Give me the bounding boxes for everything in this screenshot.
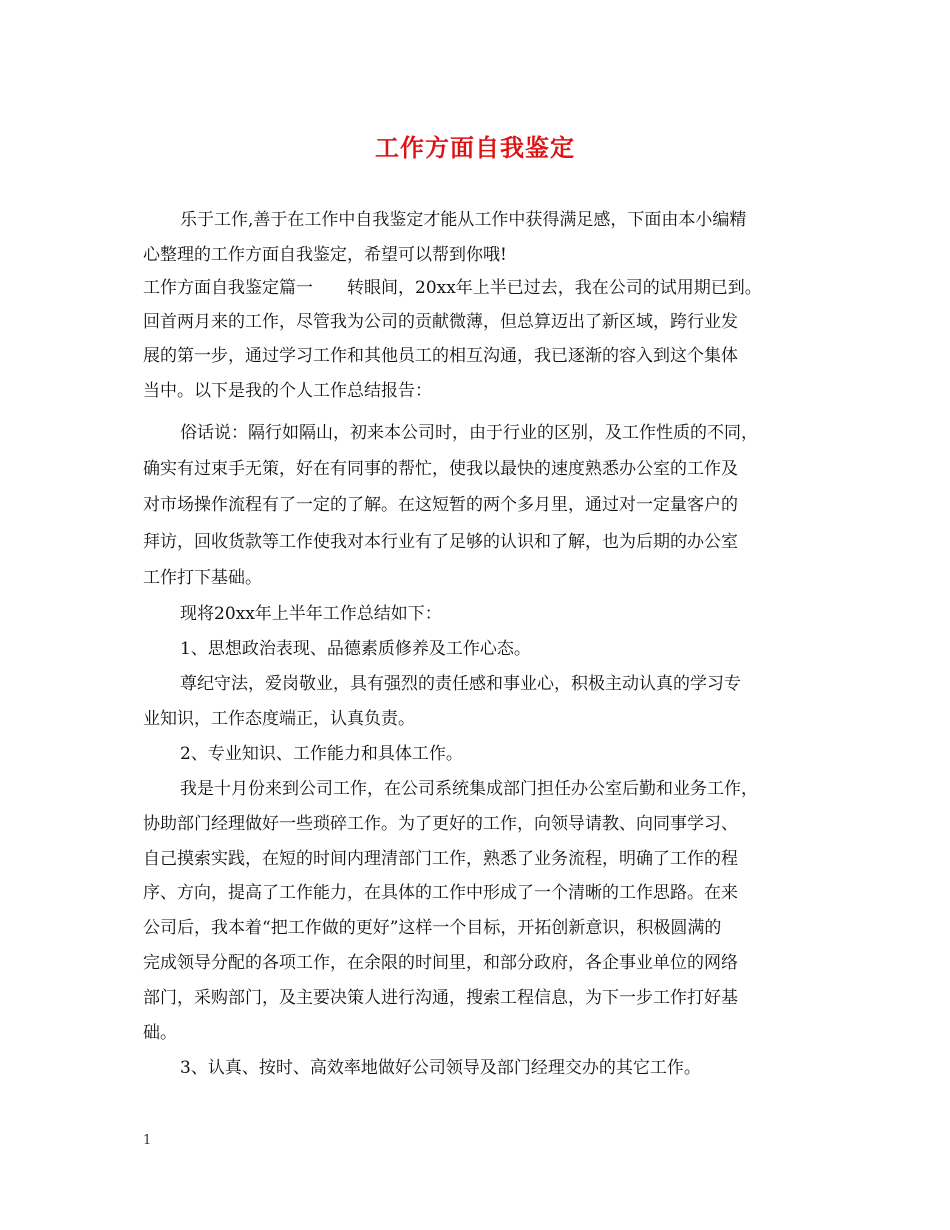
- body-line: 工作打下基础。: [143, 568, 262, 588]
- body-line: 我是十月份来到公司工作，在公司系统集成部门担任办公室后勤和业务工作，: [180, 779, 758, 799]
- body-line: 心整理的工作方面自我鉴定，希望可以帮到你哦!: [143, 245, 507, 265]
- body-line: 拜访，回收货款等工作使我对本行业有了足够的认识和了解，也为后期的办公室: [143, 532, 738, 552]
- body-line: 部门，采购部门，及主要决策人进行沟通，搜索工程信息，为下一步工作打好基: [143, 988, 738, 1008]
- body-line: 现将20xx年上半年工作总结如下：: [180, 604, 442, 624]
- body-line: 协助部门经理做好一些琐碎工作。为了更好的工作，向领导请教、向同事学习、: [143, 814, 738, 834]
- body-line: 业知识，工作态度端正，认真负责。: [143, 709, 415, 729]
- body-line: 确实有过束手无策，好在有同事的帮忙，使我以最快的速度熟悉办公室的工作及: [143, 459, 738, 479]
- body-line: 序、方向，提高了工作能力，在具体的工作中形成了一个清晰的工作思路。在来: [143, 883, 738, 903]
- body-line: 尊纪守法，爱岗敬业，具有强烈的责任感和事业心，积极主动认真的学习专: [180, 674, 741, 694]
- body-line: 完成领导分配的各项工作，在余限的时间里，和部分政府，各企事业单位的网络: [143, 953, 738, 973]
- body-line: 1、思想政治表现、品德素质修养及工作心态。: [180, 639, 531, 659]
- page-number: 1: [143, 1133, 152, 1148]
- body-line: 2、专业知识、工作能力和具体工作。: [180, 744, 463, 764]
- body-line: 当中。以下是我的个人工作总结报告：: [143, 381, 432, 401]
- body-line: 自己摸索实践，在短的时间内理清部门工作，熟悉了业务流程，明确了工作的程: [143, 849, 738, 869]
- body-line: 回首两月来的工作，尽管我为公司的贡献微薄，但总算迈出了新区域，跨行业发: [143, 312, 738, 332]
- body-line: 3、认真、按时、高效率地做好公司领导及部门经理交办的其它工作。: [180, 1058, 701, 1078]
- body-line: 乐于工作,善于在工作中自我鉴定才能从工作中获得满足感，下面由本小编精: [180, 210, 747, 230]
- document-title: 工作方面自我鉴定: [375, 133, 575, 162]
- body-line: 俗话说：隔行如隔山，初来本公司时，由于行业的区别，及工作性质的不同，: [180, 423, 758, 443]
- body-line: 础。: [143, 1023, 177, 1043]
- body-line: 公司后，我本着“把工作做的更好”这样一个目标，开拓创新意识，积极圆满的: [143, 918, 722, 938]
- body-line: 对市场操作流程有了一定的了解。在这短暂的两个多月里，通过对一定量客户的: [143, 495, 738, 515]
- body-line: 展的第一步，通过学习工作和其他员工的相互沟通，我已逐渐的容入到这个集体: [143, 346, 738, 366]
- body-line: 工作方面自我鉴定篇一 转眼间，20xx年上半已过去，我在公司的试用期已到。: [143, 278, 762, 298]
